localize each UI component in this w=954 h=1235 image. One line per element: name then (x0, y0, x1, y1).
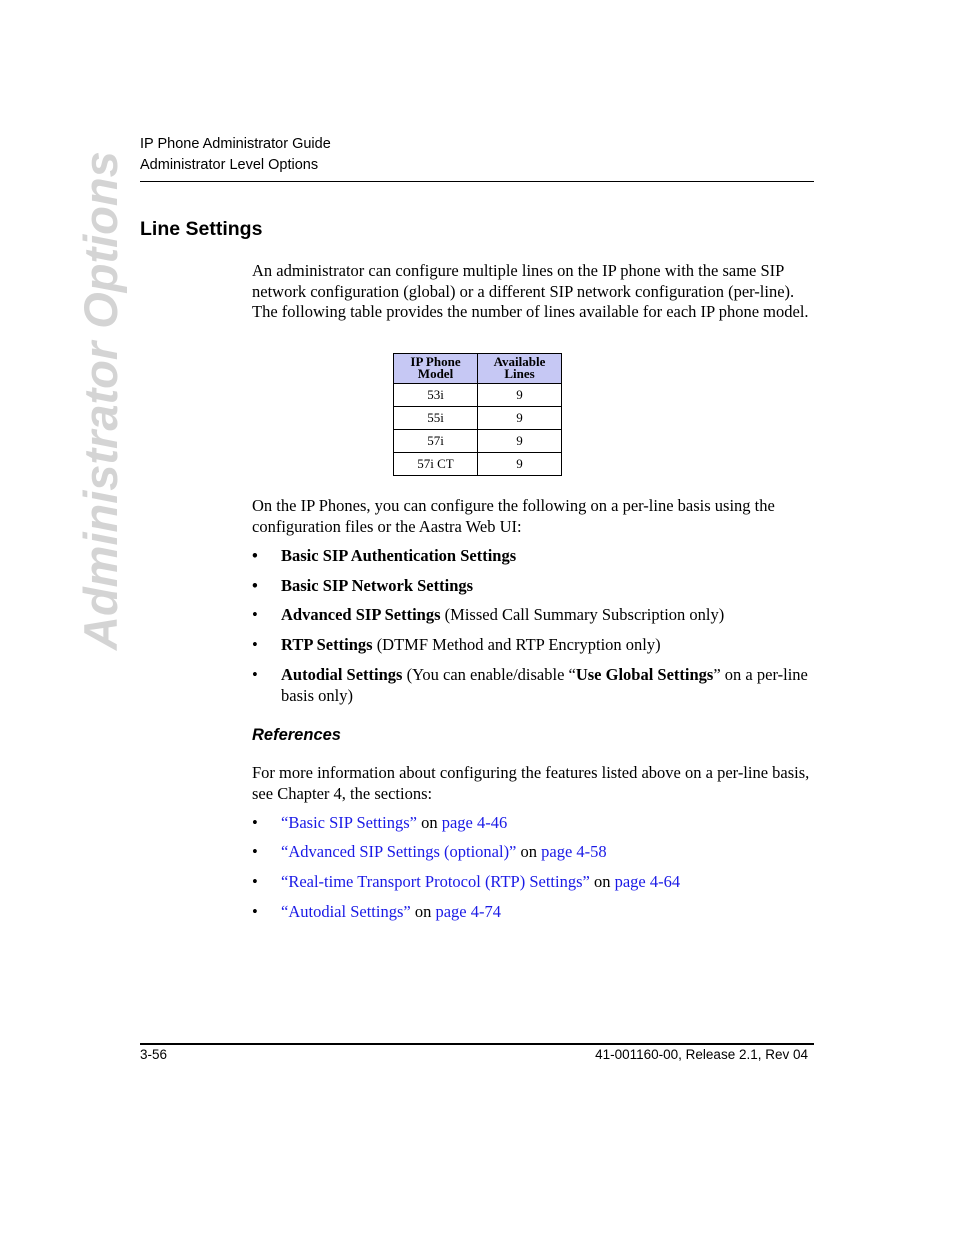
cell-model: 57i (394, 430, 478, 453)
bullet-marker: • (252, 902, 258, 921)
bullet-text: ” on a per-line basis only) (281, 665, 808, 705)
cell-model: 55i (394, 407, 478, 430)
bullet-marker: • (252, 546, 258, 565)
column-header-lines: Available Lines (478, 354, 562, 384)
cell-lines: 9 (478, 430, 562, 453)
bullet-bold: Basic SIP Network Settings (281, 576, 474, 595)
cell-lines: 9 (478, 407, 562, 430)
bullet-text: (You can enable/disable “ (402, 665, 576, 684)
footer-rule (140, 1043, 814, 1045)
bullet-marker: • (252, 813, 258, 832)
bullet-bold: Autodial Settings (281, 665, 403, 684)
bullet-bold: Advanced SIP Settings (281, 605, 441, 624)
page-number: 3-56 (140, 1047, 168, 1062)
bullet-marker: • (252, 576, 258, 595)
reference-link[interactable]: “Basic SIP Settings” (281, 813, 417, 832)
cell-lines: 9 (478, 453, 562, 476)
running-header-chapter: Administrator Level Options (140, 157, 319, 173)
page-link[interactable]: page 4-58 (541, 842, 607, 861)
reference-on: on (410, 902, 436, 921)
column-header-model: IP Phone Model (394, 354, 478, 384)
document-id: 41-001160-00, Release 2.1, Rev 04 (595, 1047, 808, 1062)
header-rule (140, 181, 814, 182)
table-header-row (394, 354, 562, 384)
table-row (394, 384, 562, 407)
bullet-text: (Missed Call Summary Subscription only) (440, 605, 725, 624)
bullet-marker: • (252, 635, 258, 654)
per-line-paragraph: On the IP Phones, you can configure the following on a per-line basis using the configuration files or the Aastra Web UI: (252, 496, 775, 536)
bullet-bold-inline: Use Global Settings (575, 665, 714, 684)
reference-link[interactable]: “Advanced SIP Settings (optional)” (281, 842, 517, 861)
table-row (394, 430, 562, 453)
reference-on: on (516, 842, 542, 861)
reference-link[interactable]: “Autodial Settings” (281, 902, 411, 921)
table-row (394, 407, 562, 430)
bullet-text: (DTMF Method and RTP Encryption only) (372, 635, 661, 654)
cell-model: 53i (394, 384, 478, 407)
page-link[interactable]: page 4-74 (435, 902, 501, 921)
bullet-marker: • (252, 872, 258, 891)
cell-lines: 9 (478, 384, 562, 407)
bullet-marker: • (252, 605, 258, 624)
cell-model: 57i CT (394, 453, 478, 476)
bullet-marker: • (252, 665, 258, 684)
reference-on: on (589, 872, 615, 891)
bullet-marker: • (252, 842, 258, 861)
side-chapter-title: Administrator Options (74, 151, 127, 650)
intro-paragraph: An administrator can configure multiple lines on the IP phone with the same SIP network configuration (global) or a different SIP network configuration (per-line). The following table provides the number of lines available for each IP phone model. (252, 261, 809, 321)
bullet-bold: Basic SIP Authentication Settings (281, 546, 517, 565)
section-title: Line Settings (140, 218, 263, 240)
page-link[interactable]: page 4-64 (614, 872, 681, 891)
reference-link[interactable]: “Real-time Transport Protocol (RTP) Settings” (281, 872, 590, 891)
running-header-title: IP Phone Administrator Guide (140, 136, 331, 152)
reference-on: on (416, 813, 442, 832)
page-link[interactable]: page 4-46 (441, 813, 508, 832)
references-heading: References (252, 726, 341, 744)
table-row (394, 453, 562, 476)
lines-table (393, 353, 562, 476)
bullet-bold: RTP Settings (281, 635, 373, 654)
references-paragraph: For more information about configuring the features listed above on a per-line basis, see Chapter 4, the sections: (252, 763, 810, 803)
